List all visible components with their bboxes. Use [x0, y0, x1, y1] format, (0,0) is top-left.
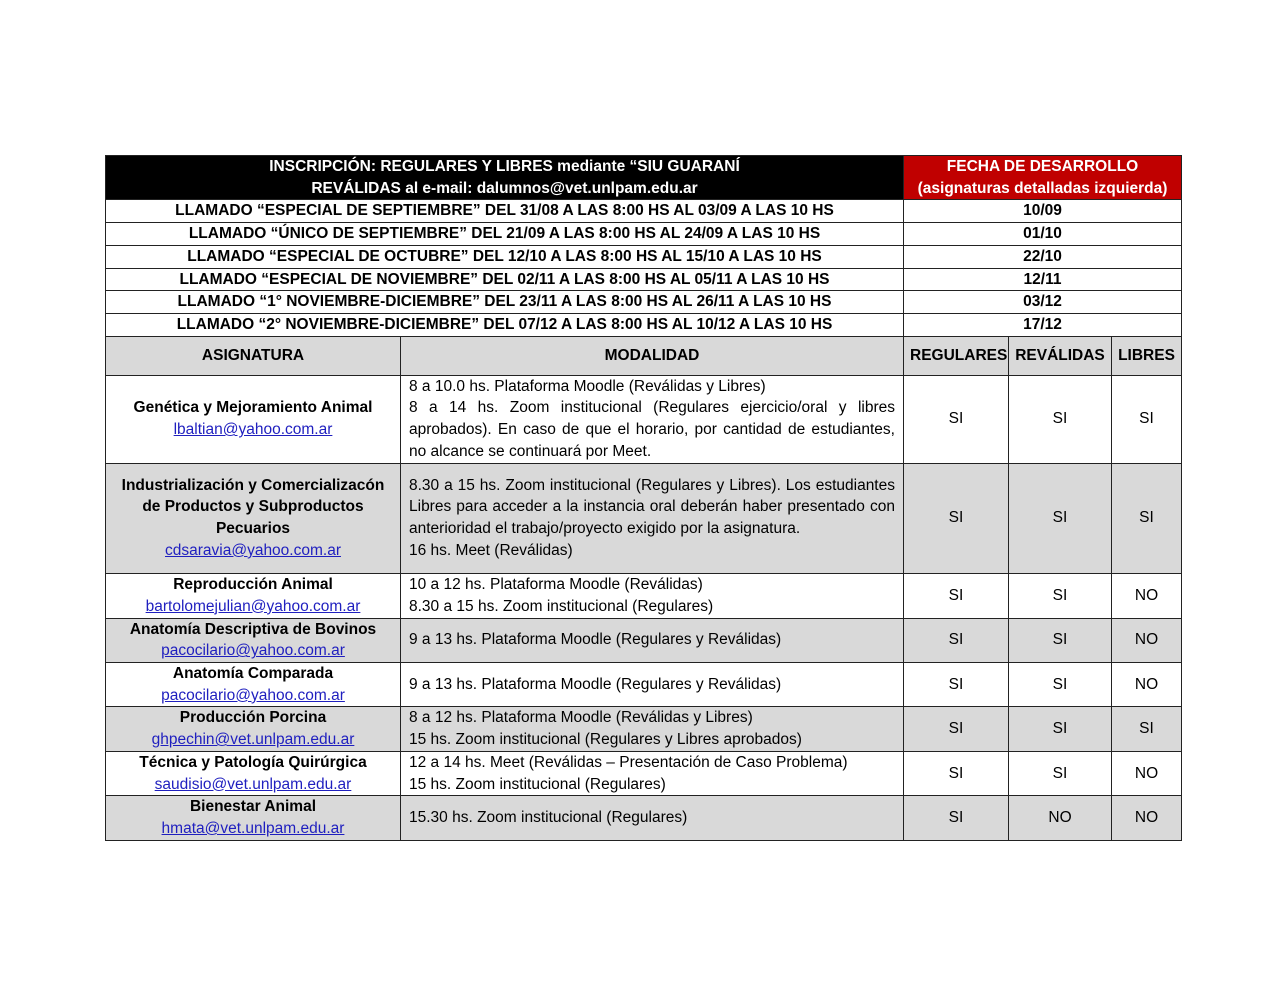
subject-cell: [106, 707, 401, 751]
subject-email-link[interactable]: pacocilario@yahoo.com.ar: [161, 642, 345, 660]
modality-cell: [401, 463, 904, 573]
libres-flag: NO: [1112, 618, 1182, 662]
call-text: LLAMADO “2° NOVIEMBRE-DICIEMBRE” DEL 07/12 A LAS 8:00 HS AL 10/12 A LAS 10 HS: [106, 313, 904, 336]
modality-cell: [401, 707, 904, 751]
revalidas-flag: SI: [1009, 463, 1112, 573]
subject-cell: [106, 796, 401, 840]
subject-cell: [106, 663, 401, 707]
modality-cell: [401, 375, 904, 463]
call-row: [106, 268, 1182, 291]
column-header-regulares: REGULARES: [904, 336, 1009, 375]
libres-flag: NO: [1112, 796, 1182, 840]
subject-row: [106, 375, 1182, 463]
revalidas-flag: SI: [1009, 375, 1112, 463]
date-header-line2: (asignaturas detalladas izquierda): [917, 179, 1168, 197]
subject-name: Anatomía Comparada: [172, 665, 334, 683]
call-row: [106, 223, 1182, 246]
call-row: [106, 200, 1182, 223]
subject-row: [106, 573, 1182, 618]
call-date: 22/10: [904, 245, 1182, 268]
modality-cell: [401, 796, 904, 840]
subject-email-link[interactable]: saudisio@vet.unlpam.edu.ar: [154, 775, 352, 793]
subject-email-link[interactable]: bartolomejulian@yahoo.com.ar: [145, 597, 361, 615]
regulares-flag: SI: [904, 618, 1009, 662]
registration-header-line2: REVÁLIDAS al e-mail: dalumnos@vet.unlpam.edu.ar: [311, 179, 698, 197]
regulares-flag: SI: [904, 463, 1009, 573]
modality-cell: [401, 573, 904, 618]
subject-name: Bienestar Animal: [189, 798, 317, 816]
modality-text: 15 hs. Zoom institucional (Regulares): [409, 775, 666, 793]
subject-name: Pecuarios: [215, 520, 291, 538]
modality-text: 15.30 hs. Zoom institucional (Regulares): [409, 809, 688, 827]
regulares-flag: SI: [904, 796, 1009, 840]
libres-flag: NO: [1112, 751, 1182, 795]
modality-text: 9 a 13 hs. Plataforma Moodle (Regulares y Reválidas): [409, 631, 782, 649]
call-text: LLAMADO “1° NOVIEMBRE-DICIEMBRE” DEL 23/11 A LAS 8:00 HS AL 26/11 A LAS 10 HS: [106, 291, 904, 314]
subject-row: [106, 618, 1182, 662]
call-text: LLAMADO “ESPECIAL DE SEPTIEMBRE” DEL 31/08 A LAS 8:00 HS AL 03/09 A LAS 10 HS: [106, 200, 904, 223]
registration-header-line1: INSCRIPCIÓN: REGULARES Y LIBRES mediante “SIU GUARANÍ: [269, 158, 740, 175]
call-row: [106, 313, 1182, 336]
column-header-row: [106, 336, 1182, 375]
modality-text: 15 hs. Zoom institucional (Regulares y Libres aprobados): [409, 731, 802, 749]
modality-text: 8 a 12 hs. Plataforma Moodle (Reválidas y Libres): [409, 709, 753, 727]
modality-text: 8 a 14 hs. Zoom institucional (Regulares ejercicio/oral y libres aprobados). En caso de que el horario, por cantidad de estudiantes, no alcance se continuará por Meet.: [409, 399, 895, 460]
modality-text: 16 hs. Meet (Reválidas): [409, 541, 573, 559]
modality-text: 8 a 10.0 hs. Plataforma Moodle (Reválidas y Libres): [409, 377, 766, 395]
modality-text: 10 a 12 hs. Plataforma Moodle (Reválidas): [409, 575, 703, 593]
date-header-line1: FECHA DE DESARROLLO: [946, 158, 1139, 175]
subject-email-link[interactable]: hmata@vet.unlpam.edu.ar: [161, 819, 345, 837]
column-header-modalidad: MODALIDAD: [401, 336, 904, 375]
call-text: LLAMADO “ÚNICO DE SEPTIEMBRE” DEL 21/09 A LAS 8:00 HS AL 24/09 A LAS 10 HS: [106, 223, 904, 246]
subject-row: [106, 707, 1182, 751]
call-date: 12/11: [904, 268, 1182, 291]
revalidas-flag: SI: [1009, 663, 1112, 707]
subject-row: [106, 796, 1182, 840]
column-header-asignatura: ASIGNATURA: [106, 336, 401, 375]
call-date: 03/12: [904, 291, 1182, 314]
libres-flag: SI: [1112, 463, 1182, 573]
subject-cell: [106, 375, 401, 463]
call-row: [106, 245, 1182, 268]
libres-flag: NO: [1112, 573, 1182, 618]
subject-cell: [106, 573, 401, 618]
header-row: [106, 156, 1182, 200]
subject-name: Anatomía Descriptiva de Bovinos: [129, 620, 377, 638]
regulares-flag: SI: [904, 751, 1009, 795]
modality-text: 12 a 14 hs. Meet (Reválidas – Presentación de Caso Problema): [409, 753, 848, 771]
exam-schedule-table: [105, 155, 1182, 841]
modality-text: 8.30 a 15 hs. Zoom institucional (Regulares): [409, 597, 714, 615]
modality-cell: [401, 751, 904, 795]
subject-name: Reproducción Animal: [173, 575, 333, 593]
subject-name: de Productos y Subproductos: [142, 498, 364, 516]
subject-email-link[interactable]: lbaltian@yahoo.com.ar: [173, 421, 333, 439]
subject-cell: [106, 618, 401, 662]
revalidas-flag: SI: [1009, 707, 1112, 751]
subject-name: Producción Porcina: [179, 709, 327, 727]
modality-cell: [401, 663, 904, 707]
call-date: 10/09: [904, 200, 1182, 223]
call-text: LLAMADO “ESPECIAL DE NOVIEMBRE” DEL 02/11 A LAS 8:00 HS AL 05/11 A LAS 10 HS: [106, 268, 904, 291]
registration-header: [106, 156, 904, 200]
libres-flag: NO: [1112, 663, 1182, 707]
subject-row: [106, 663, 1182, 707]
subject-cell: [106, 463, 401, 573]
regulares-flag: SI: [904, 573, 1009, 618]
subject-email-link[interactable]: cdsaravia@yahoo.com.ar: [165, 541, 341, 559]
revalidas-flag: SI: [1009, 618, 1112, 662]
subject-name: Industrialización y Comercializacón: [121, 476, 385, 494]
call-text: LLAMADO “ESPECIAL DE OCTUBRE” DEL 12/10 A LAS 8:00 HS AL 15/10 A LAS 10 HS: [106, 245, 904, 268]
modality-text: 9 a 13 hs. Plataforma Moodle (Regulares y Reválidas): [409, 675, 782, 693]
libres-flag: SI: [1112, 707, 1182, 751]
table-body: [106, 156, 1182, 841]
revalidas-flag: NO: [1009, 796, 1112, 840]
regulares-flag: SI: [904, 663, 1009, 707]
modality-cell: [401, 618, 904, 662]
regulares-flag: SI: [904, 707, 1009, 751]
revalidas-flag: SI: [1009, 751, 1112, 795]
subject-name: Técnica y Patología Quirúrgica: [139, 753, 367, 771]
subject-email-link[interactable]: ghpechin@vet.unlpam.edu.ar: [151, 731, 355, 749]
subject-row: [106, 751, 1182, 795]
subject-row: [106, 463, 1182, 573]
revalidas-flag: SI: [1009, 573, 1112, 618]
libres-flag: SI: [1112, 375, 1182, 463]
call-date: 17/12: [904, 313, 1182, 336]
call-row: [106, 291, 1182, 314]
regulares-flag: SI: [904, 375, 1009, 463]
subject-email-link[interactable]: pacocilario@yahoo.com.ar: [161, 686, 345, 704]
column-header-revalidas: REVÁLIDAS: [1009, 336, 1112, 375]
date-header: [904, 156, 1182, 200]
subject-name: Genética y Mejoramiento Animal: [133, 399, 373, 417]
call-date: 01/10: [904, 223, 1182, 246]
column-header-libres: LIBRES: [1112, 336, 1182, 375]
subject-cell: [106, 751, 401, 795]
modality-text: 8.30 a 15 hs. Zoom institucional (Regulares y Libres). Los estudiantes Libres para acceder a la instancia oral deberán haber presentado con anterioridad el trabajo/proyecto exigido por la asignatura.: [409, 476, 895, 538]
